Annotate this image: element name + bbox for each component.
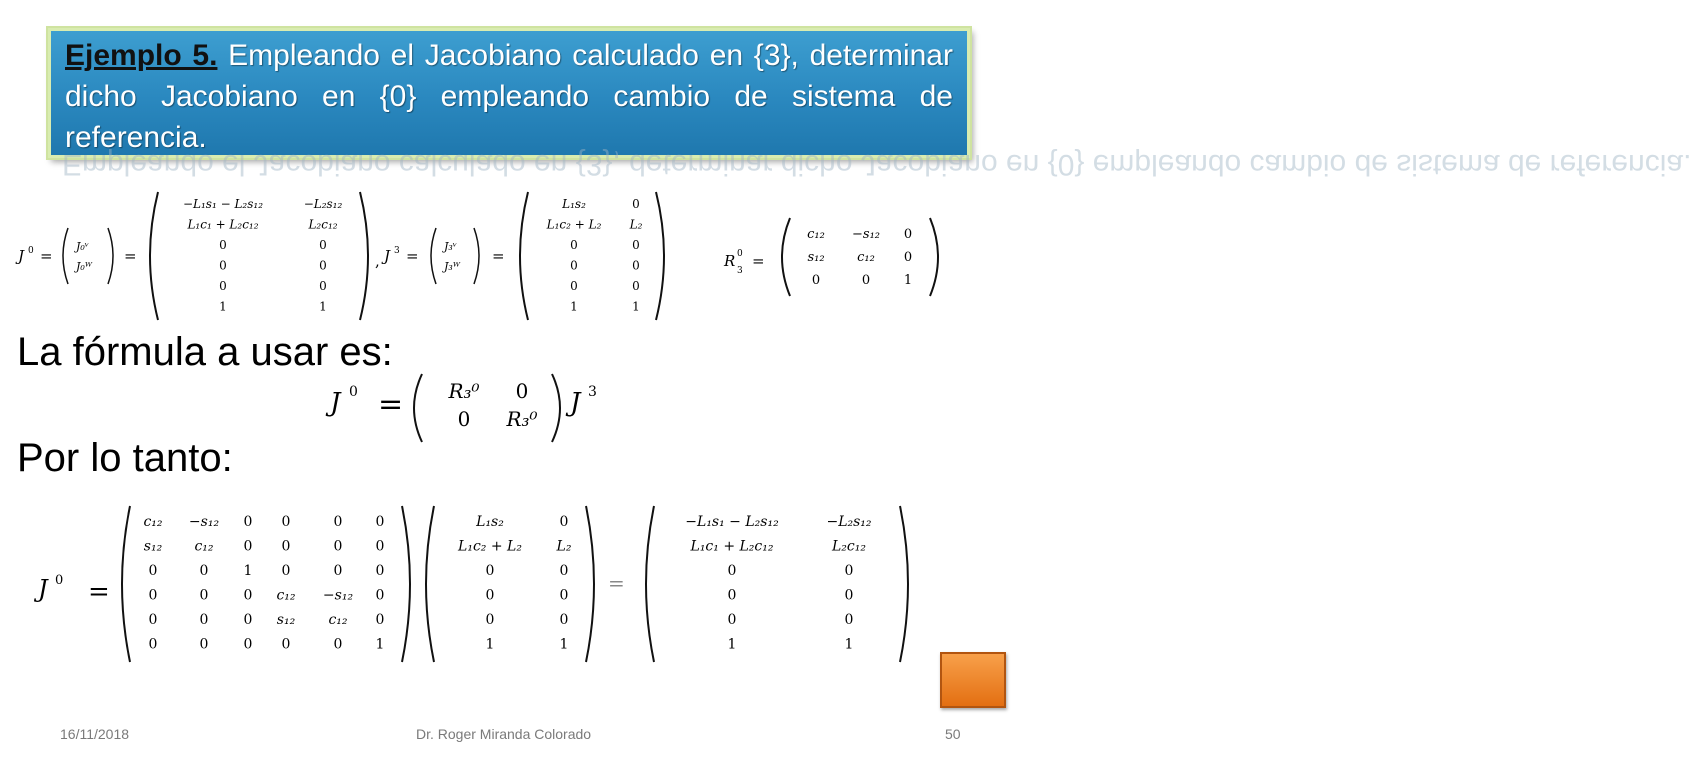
matrix-cell: −s₁₂	[188, 514, 220, 530]
j3-angular: J₃ᵂ	[444, 260, 460, 273]
equals-sign: =	[40, 247, 53, 265]
matrix-cell: 0	[243, 587, 253, 604]
matrix-cell: 0	[333, 563, 343, 579]
matrix-cell: 0	[219, 258, 227, 273]
matrix-cell: 0	[375, 538, 385, 555]
j3-linear: J₃ᵛ	[444, 240, 457, 253]
j0-symbol: J	[330, 388, 341, 418]
j0-angular: J₀ᵂ	[76, 260, 92, 273]
matrix-cell: 0	[199, 612, 209, 628]
matrix-cell: 1	[485, 636, 495, 653]
matrix-cell: L₂c₁₂	[308, 217, 338, 232]
transformation-formula	[320, 366, 640, 446]
matrix-right-paren	[402, 506, 410, 662]
right-paren	[108, 228, 113, 284]
right-paren	[474, 228, 479, 284]
j0-superscript: 0	[55, 573, 64, 588]
j0-superscript: 0	[28, 246, 34, 256]
matrix-cell: 0	[281, 563, 291, 579]
heading-formula: La fórmula a usar es:	[17, 330, 393, 374]
equals-sign: =	[378, 387, 404, 422]
matrix-cell: 0	[375, 612, 385, 628]
matrix-left-paren	[122, 506, 130, 662]
equals-sign: =	[406, 247, 419, 265]
matrix-cell: 0	[632, 258, 640, 273]
matrix-cell: 1	[559, 636, 569, 653]
matrix-cell: 1	[243, 563, 253, 579]
matrix-cell: 0	[632, 197, 640, 211]
matrix-cell: 0	[570, 238, 578, 252]
equals-sign: =	[492, 247, 505, 265]
matrix-cell: L₁c₂ + L₂	[546, 217, 602, 232]
j3-symbol: J	[384, 247, 391, 265]
matrix-cell: −L₁s₁ − L₂s₁₂	[685, 514, 779, 530]
matrix-cell: −s₁₂	[322, 587, 354, 604]
matrix-cell: 0	[844, 563, 854, 579]
r30-matrix	[782, 218, 938, 296]
matrix-cell: 1	[844, 636, 854, 653]
matrix-cell: c₁₂	[276, 587, 296, 604]
matrix-left-paren	[520, 192, 528, 320]
matrix-cell: c₁₂	[328, 612, 348, 628]
block-diagonal-matrix	[414, 374, 560, 442]
matrix-cell: 1	[319, 299, 327, 314]
matrix-cell: L₂	[629, 217, 643, 232]
r-subscript: 3	[737, 266, 743, 276]
matrix-cell: 0	[485, 563, 495, 579]
matrix-cell: 1	[570, 299, 578, 314]
matrix-cell: 0	[243, 538, 253, 555]
matrix-cell: 0	[148, 636, 158, 653]
equals-sign: =	[124, 247, 137, 265]
next-slide-button[interactable]	[940, 652, 1006, 708]
j0-superscript: 0	[349, 384, 358, 400]
matrix-cell: 0	[727, 587, 737, 604]
matrix-right-paren	[586, 506, 594, 662]
j0-symbol: J	[38, 575, 48, 603]
slide-title	[65, 35, 953, 158]
heading-therefore: Por lo tanto:	[17, 436, 233, 480]
matrix-cell: 0	[515, 379, 529, 403]
matrix-cell: c₁₂	[857, 250, 875, 265]
equals-sign: =	[608, 571, 625, 595]
rotation-6x6-matrix	[122, 506, 410, 662]
title-statement: Empleando el Jacobiano calculado en {3}, determinar dicho Jacobiano en {0} empleando cambio de sistema de referencia.	[65, 39, 953, 154]
j3-matrix-result	[426, 506, 594, 662]
matrix-cell: 0	[375, 514, 385, 530]
j0-symbol: J	[18, 247, 25, 265]
matrix-cell: L₁s₂	[562, 197, 586, 211]
matrix-cell: 0	[319, 238, 327, 252]
matrix-cell: 0	[199, 636, 209, 653]
footer-date: 16/11/2018	[60, 726, 130, 742]
j0-matrix	[150, 192, 368, 320]
title-reflection: Empleando el Jacobiano calculado en {3}, determinar dicho Jacobiano en {0} empleando cambio de sistema de referencia.	[62, 148, 1691, 181]
result-equation	[0, 500, 1024, 670]
matrix-cell: c₁₂	[807, 227, 825, 242]
matrix-cell: −s₁₂	[852, 227, 880, 242]
j3-symbol: J	[570, 388, 581, 418]
matrix-cell: 0	[199, 587, 209, 604]
equals-sign: =	[88, 577, 110, 607]
matrix-cell: 0	[219, 238, 227, 252]
matrix-cell: 0	[861, 273, 871, 288]
matrix-cell: 0	[457, 407, 471, 431]
matrix-cell: 0	[319, 279, 327, 293]
matrix-cell: s₁₂	[807, 250, 825, 265]
matrix-cell: −L₁s₁ − L₂s₁₂	[182, 197, 264, 211]
matrix-cell: 0	[243, 612, 253, 628]
j0-linear: J₀ᵛ	[76, 240, 89, 253]
j0-definition	[15, 228, 137, 284]
matrix-cell: s₁₂	[276, 612, 296, 628]
j3-superscript: 3	[588, 384, 597, 400]
left-paren	[63, 228, 68, 284]
matrix-cell: 0	[559, 587, 569, 604]
matrix-cell: 0	[281, 636, 291, 653]
matrix-cell: R₃⁰	[448, 379, 480, 403]
matrix-cell: c₁₂	[194, 538, 214, 555]
matrix-cell: 0	[811, 273, 821, 288]
matrix-cell: 0	[148, 587, 158, 604]
matrix-cell: 0	[632, 279, 640, 293]
matrix-cell: 0	[243, 514, 253, 530]
matrix-right-paren	[552, 374, 560, 442]
r-symbol: R	[724, 252, 736, 270]
matrix-right-paren	[360, 192, 368, 320]
matrix-cell: s₁₂	[143, 538, 163, 555]
matrix-cell: L₁c₁ + L₂c₁₂	[690, 538, 774, 555]
matrix-cell: L₂	[556, 538, 572, 555]
matrix-cell: 0	[844, 587, 854, 604]
matrix-cell: 1	[632, 299, 640, 314]
matrix-cell: c₁₂	[143, 514, 163, 530]
matrix-cell: 0	[333, 538, 343, 555]
footer-author: Dr. Roger Miranda Colorado	[416, 726, 592, 742]
matrix-cell: 0	[559, 514, 569, 530]
matrix-cell: 0	[485, 587, 495, 604]
j3-superscript: 3	[394, 246, 400, 256]
matrix-cell: 1	[903, 273, 913, 288]
matrix-cell: 0	[727, 563, 737, 579]
matrix-cell: 0	[632, 238, 640, 252]
footer-page-number: 50	[945, 726, 961, 742]
j0-matrix-result	[646, 506, 908, 662]
matrix-cell: L₂c₁₂	[832, 538, 866, 555]
matrix-cell: 0	[281, 538, 291, 555]
matrix-left-paren	[150, 192, 158, 320]
slide-title-box	[48, 28, 970, 158]
matrix-left-paren	[426, 506, 434, 662]
matrix-cell: 0	[199, 563, 209, 579]
matrix-cell: 0	[570, 258, 578, 273]
matrix-cell: 0	[281, 514, 291, 530]
matrix-cell: 0	[148, 612, 158, 628]
matrix-cell: 0	[375, 587, 385, 604]
r-superscript: 0	[737, 249, 743, 259]
matrix-cell: 0	[903, 250, 913, 265]
matrix-cell: 0	[219, 279, 227, 293]
matrix-cell: 0	[485, 612, 495, 628]
matrix-cell: 0	[333, 636, 343, 653]
matrix-cell: −L₂s₁₂	[303, 197, 343, 211]
jacobian-definitions	[0, 188, 1024, 328]
matrix-cell: 0	[319, 258, 327, 273]
matrix-cell: 0	[559, 563, 569, 579]
left-paren	[431, 228, 436, 284]
matrix-cell: −L₂s₁₂	[826, 514, 872, 530]
j3-matrix	[520, 192, 664, 320]
equals-sign: =	[752, 252, 765, 270]
matrix-right-paren	[900, 506, 908, 662]
matrix-cell: L₁c₁ + L₂c₁₂	[187, 217, 259, 232]
matrix-right-paren	[930, 218, 938, 296]
matrix-cell: 1	[727, 636, 737, 653]
title-example-label: Ejemplo 5.	[65, 39, 218, 72]
matrix-cell: 0	[844, 612, 854, 628]
matrix-cell: 0	[903, 227, 913, 242]
matrix-cell: 0	[570, 279, 578, 293]
matrix-right-paren	[656, 192, 664, 320]
r30-definition	[723, 249, 765, 276]
comma: ,	[375, 252, 380, 270]
matrix-cell: 0	[148, 563, 158, 579]
matrix-cell: 0	[559, 612, 569, 628]
matrix-cell: 0	[243, 636, 253, 653]
matrix-cell: L₁c₂ + L₂	[458, 538, 522, 555]
matrix-cell: R₃⁰	[506, 407, 538, 431]
matrix-cell: 0	[727, 612, 737, 628]
matrix-cell: 0	[333, 514, 343, 530]
matrix-cell: 0	[375, 563, 385, 579]
matrix-left-paren	[646, 506, 654, 662]
matrix-cell: L₁s₂	[476, 514, 504, 530]
matrix-cell: 1	[219, 299, 227, 314]
matrix-left-paren	[782, 218, 790, 296]
matrix-left-paren	[414, 374, 422, 442]
j3-definition	[381, 228, 505, 284]
matrix-cell: 1	[375, 636, 385, 653]
